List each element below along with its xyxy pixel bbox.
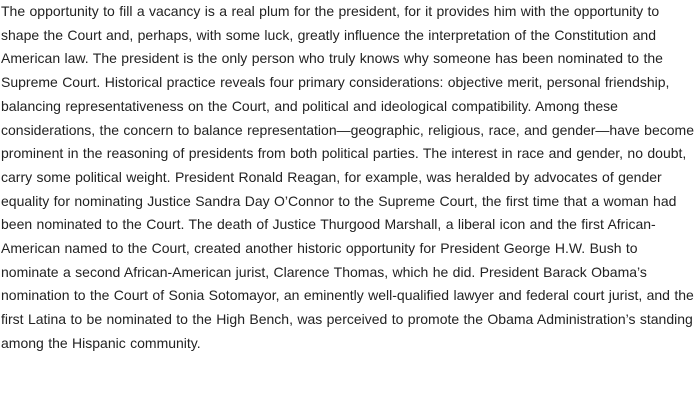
body-paragraph: The opportunity to fill a vacancy is a real plum for the president, for it provides him with the opportunity to shape the Court and, perhaps, with some luck, greatly influence the interpretation of the Constitution and American law. The president is the only person who truly knows why someone has been nominated to the Supreme Court. Historical practice reveals four primary considerations: objective merit, personal friendship, balancing representativeness on the Court, and political and ideological compatibility. Among these considerations, the concern to balance representation—geographic, religious, race, and gender—have become prominent in the reasoning of presidents from both political parties. The interest in race and gender, no doubt, carry some political weight. President Ronald Reagan, for example, was heralded by advocates of gender equality for nominating Justice Sandra Day O’Connor to the Supreme Court, the first time that a woman had been nominated to the Court. The death of Justice Thurgood Marshall, a liberal icon and the first African-American named to the Court, created another historic opportunity for President George H.W. Bush to nominate a second African-American jurist, Clarence Thomas, which he did. President Barack Obama’s nomination to the Court of Sonia Sotomayor, an eminently well-qualified lawyer and federal court jurist, and the first Latina to be nominated to the High Bench, was perceived to promote the Obama Administration’s standing among the Hispanic community. xyxy=(1,3,694,351)
